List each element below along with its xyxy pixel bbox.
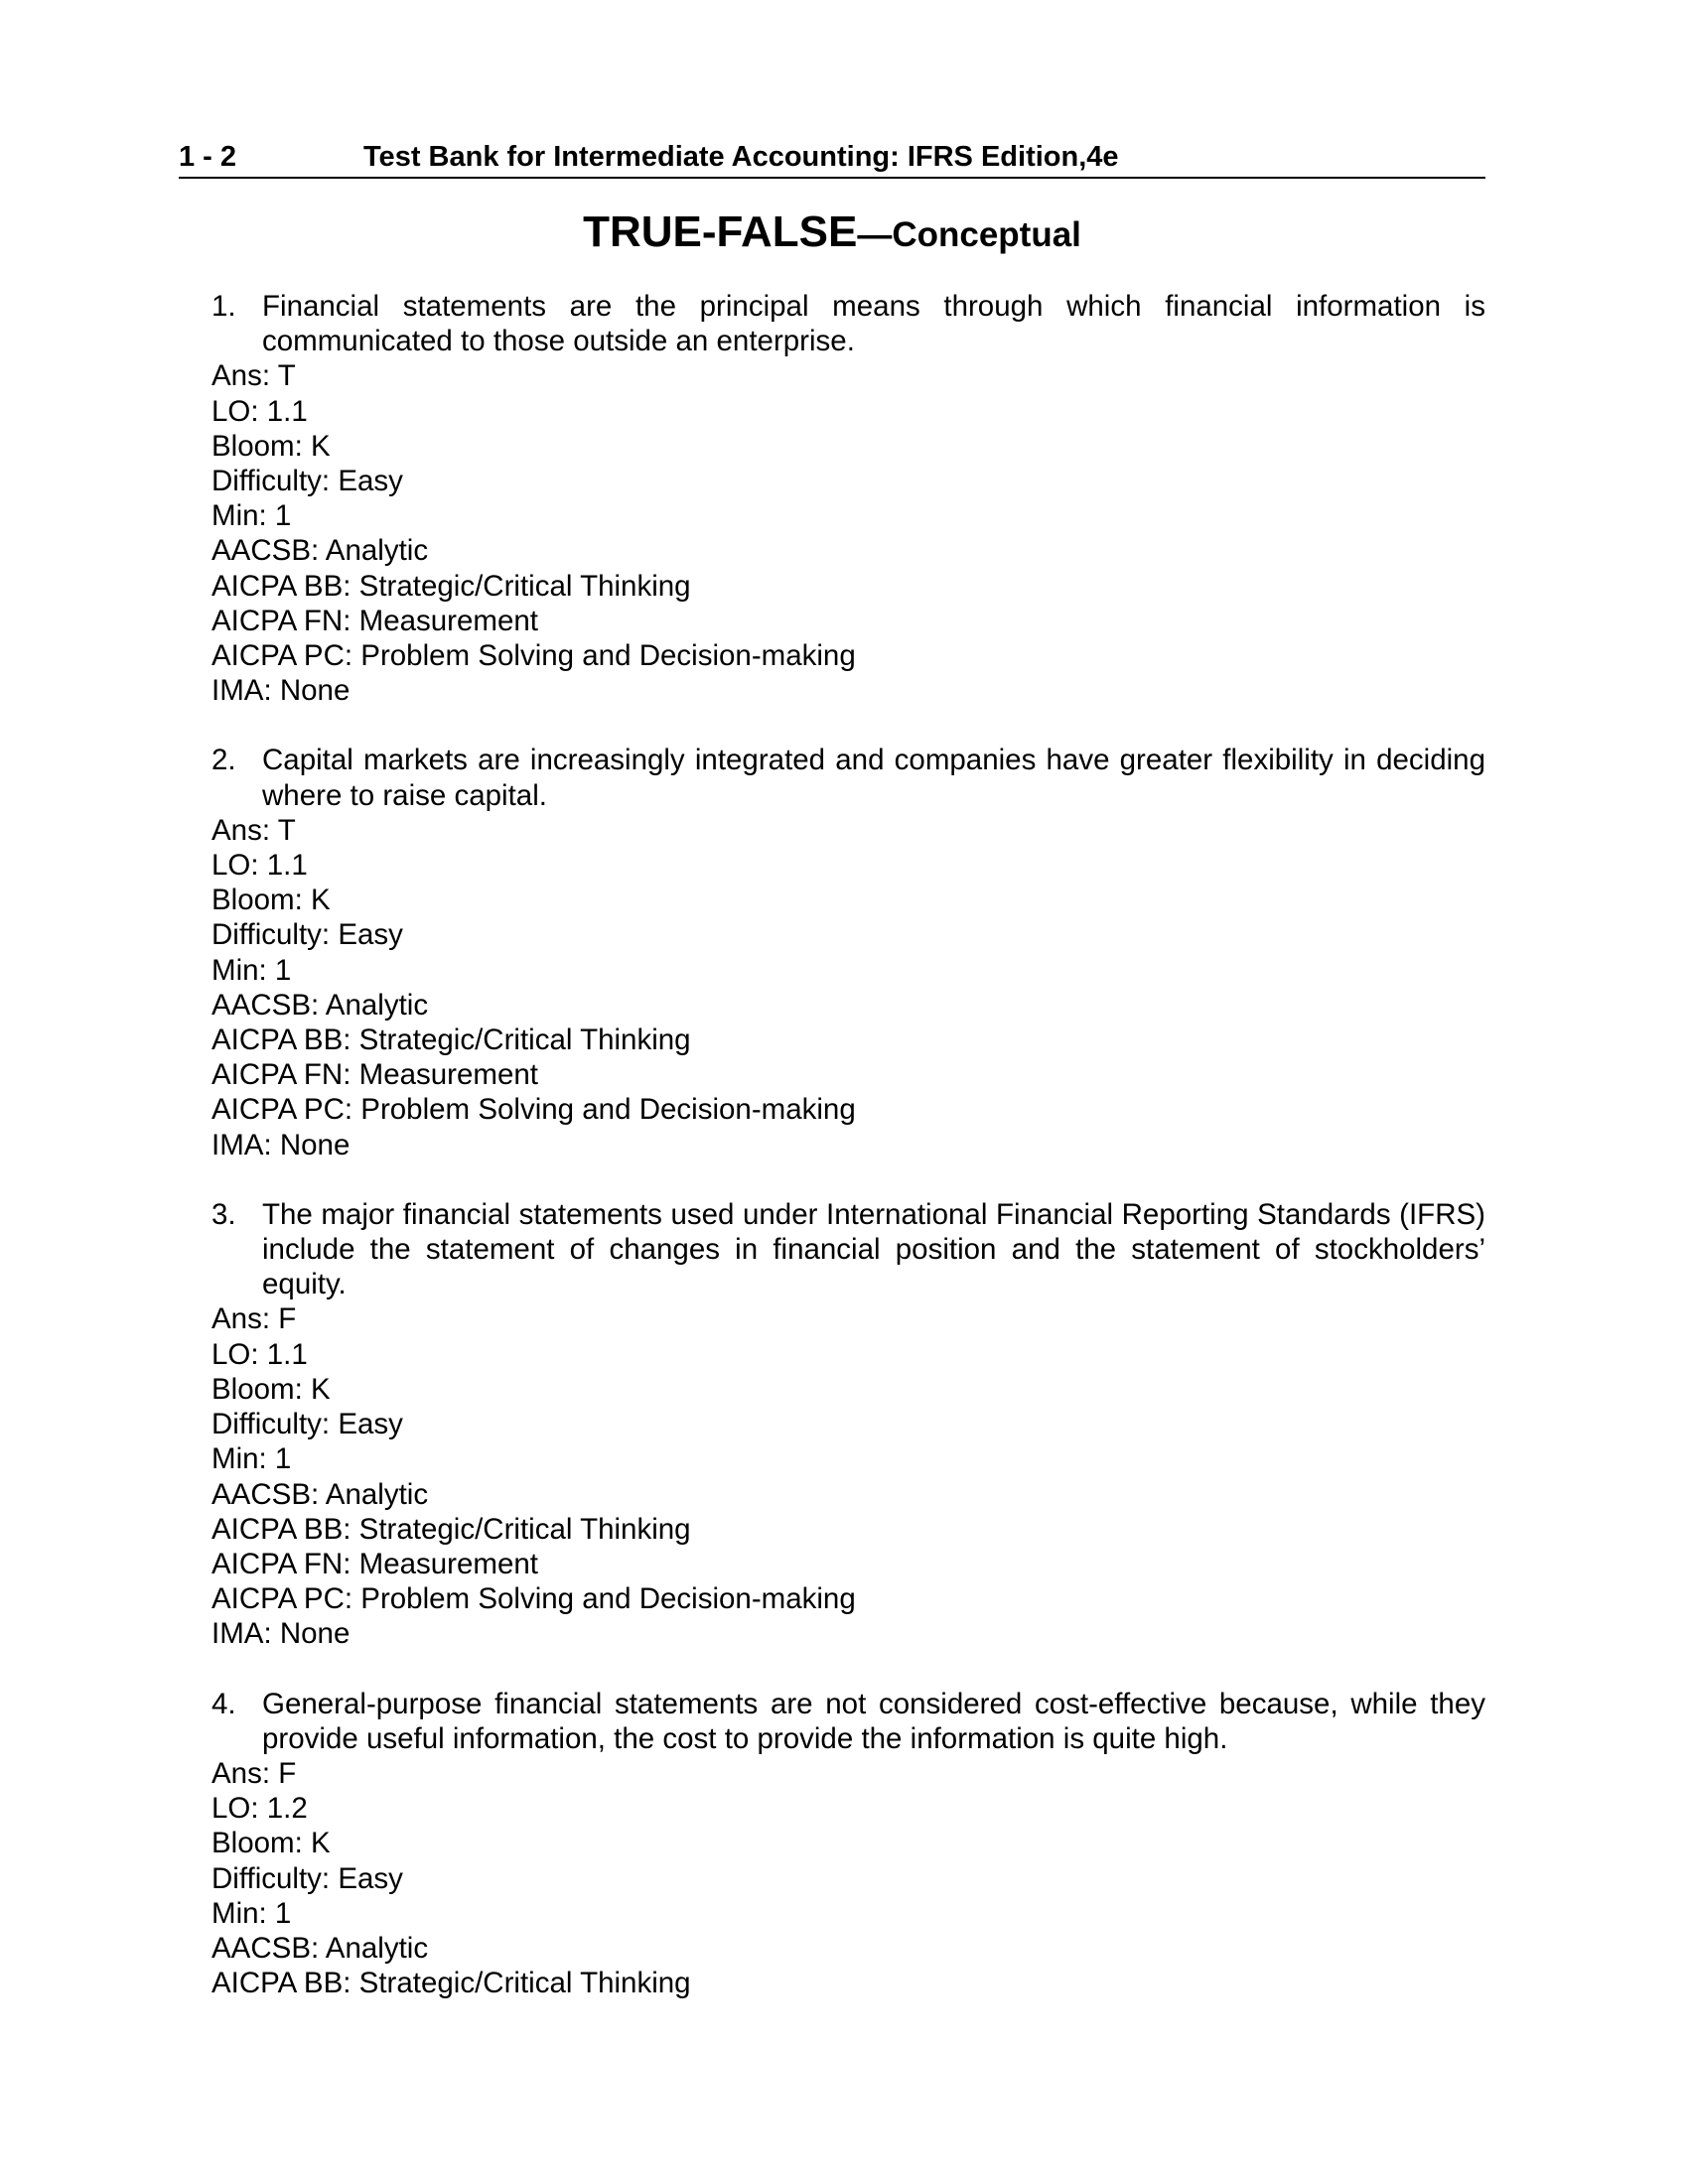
difficulty: Difficulty: Easy xyxy=(211,1861,403,1895)
aicpa-pc-tag: AICPA PC: Problem Solving and Decision-making xyxy=(211,1093,856,1127)
question-number: 3. xyxy=(211,1197,236,1231)
question-text: The major financial statements used under International Financial Reporting Standards (IFRS) include the statement of changes in financial position and the statement of stockholders’ equity. xyxy=(262,1197,1485,1301)
question-item xyxy=(211,289,1485,708)
bloom-level: Bloom: K xyxy=(211,1372,331,1406)
answer-line: Ans: T xyxy=(211,359,296,393)
aicpa-pc-tag: AICPA PC: Problem Solving and Decision-making xyxy=(211,639,856,673)
bloom-level: Bloom: K xyxy=(211,884,331,917)
question-item xyxy=(211,743,1485,1161)
ima-tag: IMA: None xyxy=(211,1617,351,1651)
question-number: 4. xyxy=(211,1687,236,1720)
answer-line: Ans: F xyxy=(211,1302,297,1336)
question-number: 2. xyxy=(211,744,236,777)
bloom-level: Bloom: K xyxy=(211,429,331,463)
question-text: Capital markets are increasingly integrated and companies have greater flexibility in deciding where to raise capital. xyxy=(262,744,1485,812)
difficulty: Difficulty: Easy xyxy=(211,918,403,952)
question-stem xyxy=(211,289,1485,358)
minutes: Min: 1 xyxy=(211,1442,292,1476)
aicpa-bb-tag: AICPA BB: Strategic/Critical Thinking xyxy=(211,1512,691,1546)
question-stem xyxy=(211,743,1485,812)
aicpa-pc-tag: AICPA PC: Problem Solving and Decision-making xyxy=(211,1582,856,1616)
learning-objective: LO: 1.1 xyxy=(211,849,308,883)
aacsb-tag: AACSB: Analytic xyxy=(211,1477,429,1511)
question-list xyxy=(211,289,1485,2035)
answer-line: Ans: F xyxy=(211,1756,297,1790)
learning-objective: LO: 1.1 xyxy=(211,394,308,428)
aicpa-fn-tag: AICPA FN: Measurement xyxy=(211,1058,538,1092)
question-number: 1. xyxy=(211,290,236,323)
ima-tag: IMA: None xyxy=(211,674,351,708)
aicpa-fn-tag: AICPA FN: Measurement xyxy=(211,1547,538,1580)
minutes: Min: 1 xyxy=(211,499,292,533)
question-item xyxy=(211,1197,1485,1652)
question-text: Financial statements are the principal means through which financial information is communicated to those outside an enterprise. xyxy=(262,290,1485,358)
aicpa-bb-tag: AICPA BB: Strategic/Critical Thinking xyxy=(211,1967,691,2000)
page-number: 1 - 2 xyxy=(179,141,237,173)
section-title: TRUE-FALSE xyxy=(583,207,858,256)
book-title: Test Bank for Intermediate Accounting: IFRS Edition,4e xyxy=(363,141,1119,173)
answer-line: Ans: T xyxy=(211,813,296,847)
question-item xyxy=(211,1687,1485,2001)
bloom-level: Bloom: K xyxy=(211,1827,331,1860)
aicpa-bb-tag: AICPA BB: Strategic/Critical Thinking xyxy=(211,569,691,603)
aicpa-fn-tag: AICPA FN: Measurement xyxy=(211,604,538,637)
learning-objective: LO: 1.2 xyxy=(211,1792,308,1826)
section-subtitle: —Conceptual xyxy=(857,215,1081,254)
question-stem xyxy=(211,1687,1485,1756)
minutes: Min: 1 xyxy=(211,953,292,987)
aacsb-tag: AACSB: Analytic xyxy=(211,988,429,1022)
question-stem xyxy=(211,1197,1485,1302)
difficulty: Difficulty: Easy xyxy=(211,1408,403,1441)
aacsb-tag: AACSB: Analytic xyxy=(211,534,429,568)
difficulty: Difficulty: Easy xyxy=(211,465,403,498)
question-text: General-purpose financial statements are not considered cost-effective because, while they provide useful information, the cost to provide the information is quite high. xyxy=(262,1687,1485,1755)
learning-objective: LO: 1.1 xyxy=(211,1337,308,1371)
section-heading xyxy=(179,203,1485,272)
ima-tag: IMA: None xyxy=(211,1128,351,1161)
aacsb-tag: AACSB: Analytic xyxy=(211,1931,429,1965)
minutes: Min: 1 xyxy=(211,1896,292,1930)
aicpa-bb-tag: AICPA BB: Strategic/Critical Thinking xyxy=(211,1024,691,1057)
page-header xyxy=(179,137,1485,179)
